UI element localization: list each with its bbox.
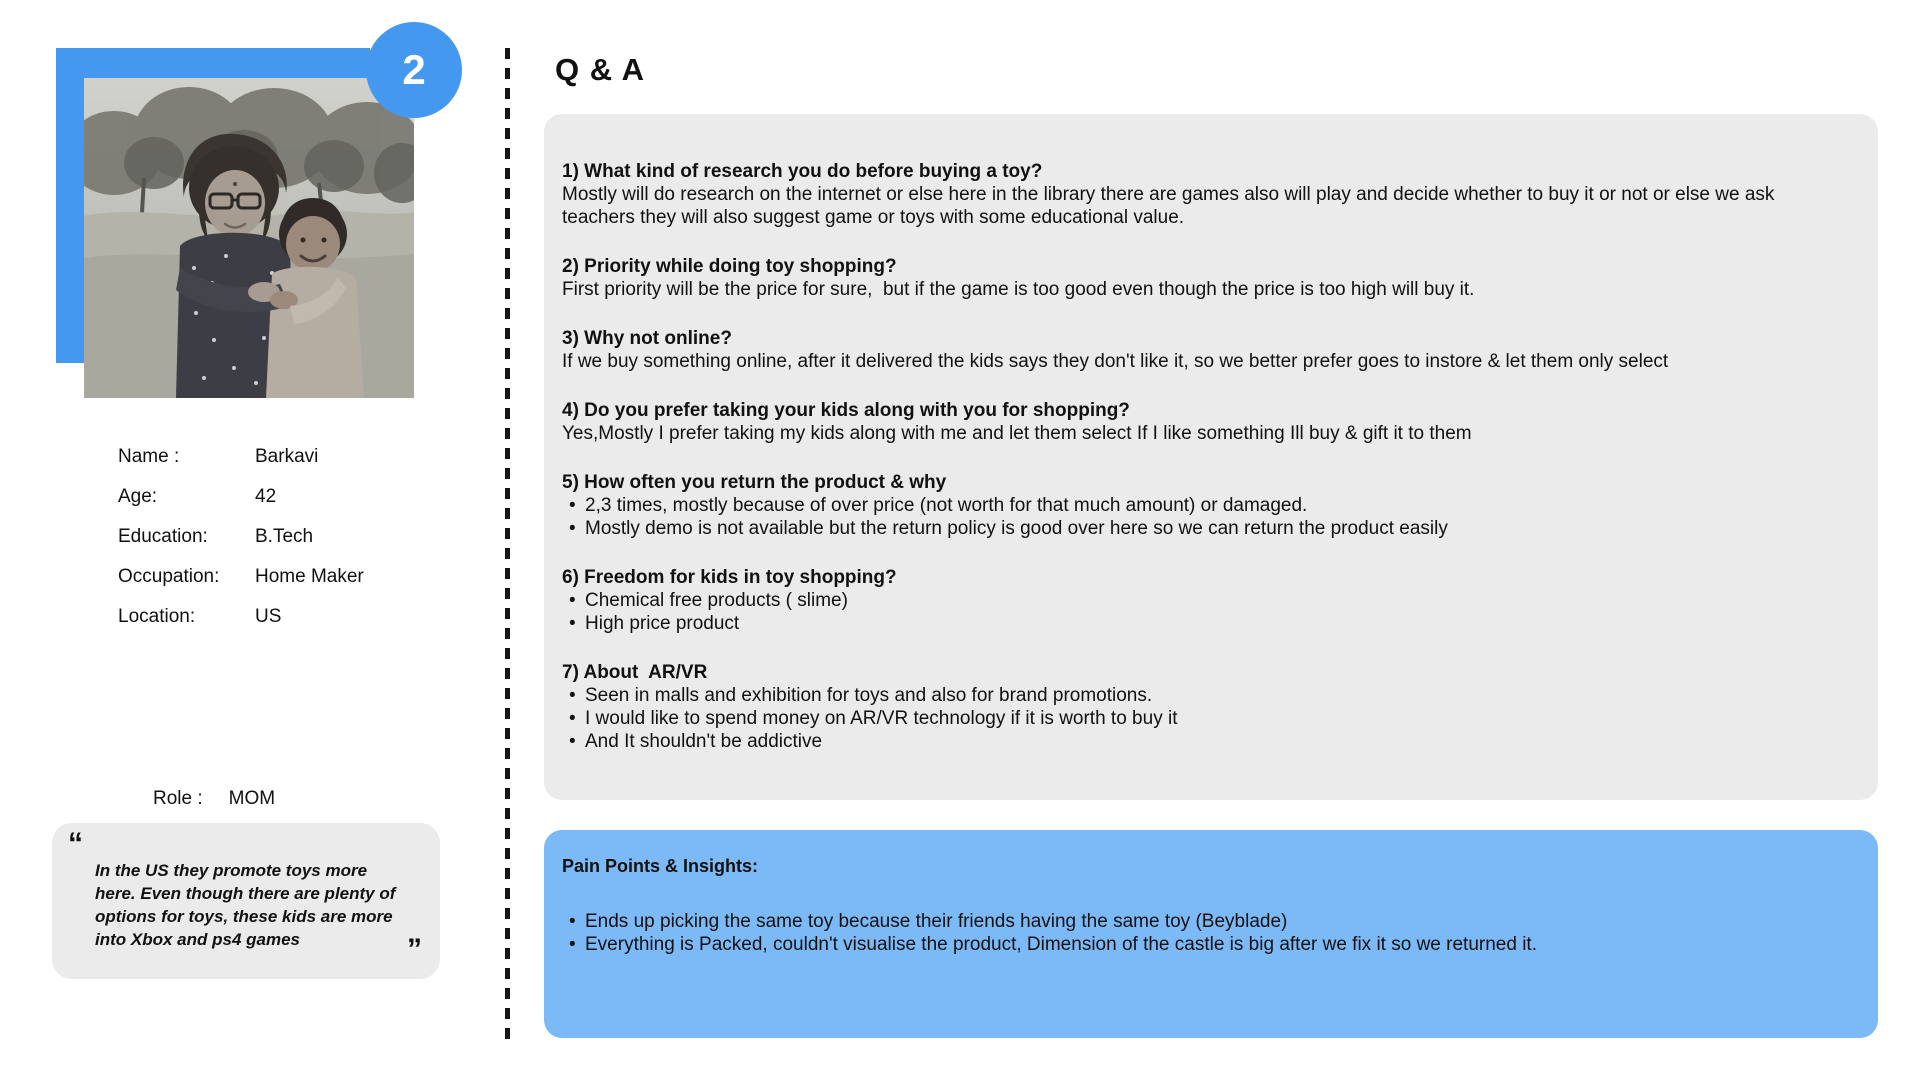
pain-points-card	[544, 830, 1878, 1038]
qa-item-5	[562, 471, 1820, 540]
pain-points-bullet-item: • Everything is Packed, couldn't visualise the product, Dimension of the castle is big after we fix it so we returned it.	[562, 933, 1820, 956]
quote-text: In the US they promote toys more here. Even though there are plenty of options for toys, these kids are more into Xbox and ps4 games	[95, 861, 396, 949]
close-quote-icon: ”	[407, 933, 422, 966]
qa-answer: If we buy something online, after it delivered the kids says they don't like it, so we better prefer goes to instore & let them only select	[562, 351, 1669, 372]
pain-points-bullet-list	[562, 910, 1820, 956]
qa-item-6	[562, 566, 1820, 635]
role-label: Role :	[153, 788, 203, 809]
role-value: MOM	[228, 788, 276, 809]
detail-label-age: Age:	[118, 486, 158, 507]
qa-bullet-list	[562, 589, 1820, 635]
pain-points-bullet-item: • Ends up picking the same toy because their friends having the same toy (Beyblade)	[562, 910, 1820, 933]
qa-answer: Yes,Mostly I prefer taking my kids along with me and let them select If I like something Ill buy & gift it to them	[562, 423, 1472, 444]
qa-section-title: Q & A	[555, 52, 645, 87]
dashed-divider	[505, 48, 510, 1040]
detail-value-name: Barkavi	[255, 446, 319, 467]
qa-bullet-list	[562, 494, 1820, 540]
qa-card	[544, 114, 1878, 800]
quote-card	[52, 823, 440, 979]
detail-value-occupation: Home Maker	[255, 566, 364, 587]
detail-value-education: B.Tech	[255, 526, 314, 547]
qa-item-1	[562, 160, 1820, 229]
qa-question: 1) What kind of research you do before buying a toy?	[562, 161, 1043, 182]
qa-question: 5) How often you return the product & why	[562, 472, 947, 493]
detail-label-location: Location:	[118, 606, 196, 627]
qa-answer: Mostly will do research on the internet or else here in the library there are games also will play and decide whether to buy it or not or else we ask teachers they will also suggest game or toys with some educational value.	[562, 184, 1780, 228]
qa-bullet-item: • I would like to spend money on AR/VR technology if it is worth to buy it	[562, 707, 1820, 730]
qa-question: 7) About AR/VR	[562, 662, 708, 683]
qa-question: 4) Do you prefer taking your kids along with you for shopping?	[562, 400, 1130, 421]
qa-question: 6) Freedom for kids in toy shopping?	[562, 567, 897, 588]
qa-bullet-item: • Mostly demo is not available but the return policy is good over here so we can return the product easily	[562, 517, 1820, 540]
qa-bullet-item: • Seen in malls and exhibition for toys and also for brand promotions.	[562, 684, 1820, 707]
persona-photo-illustration	[84, 78, 414, 398]
profile-details	[118, 446, 364, 646]
detail-label-education: Education:	[118, 526, 208, 547]
detail-label-name: Name :	[118, 446, 180, 467]
qa-bullet-item: • Chemical free products ( slime)	[562, 589, 1820, 612]
open-quote-icon: “	[68, 827, 83, 860]
pain-points-title: Pain Points & Insights:	[562, 856, 759, 876]
role-row	[153, 788, 275, 810]
qa-bullet-item: • And It shouldn't be addictive	[562, 730, 1820, 753]
qa-item-7	[562, 661, 1820, 753]
persona-number-badge	[366, 22, 462, 118]
persona-photo	[84, 78, 414, 398]
qa-bullet-item: • High price product	[562, 612, 1820, 635]
qa-answer: First priority will be the price for sure, but if the game is too good even though the price is too high will buy it.	[562, 279, 1475, 300]
qa-bullet-list	[562, 684, 1820, 753]
detail-label-occupation: Occupation:	[118, 566, 220, 587]
qa-question: 2) Priority while doing toy shopping?	[562, 256, 897, 277]
qa-question: 3) Why not online?	[562, 328, 732, 349]
qa-item-3	[562, 327, 1820, 373]
detail-value-age: 42	[255, 486, 277, 507]
detail-value-location: US	[255, 606, 282, 627]
persona-number: 2	[402, 46, 426, 93]
qa-item-2	[562, 255, 1820, 301]
qa-item-4	[562, 399, 1820, 445]
qa-bullet-item: • 2,3 times, mostly because of over price (not worth for that much amount) or damaged.	[562, 494, 1820, 517]
